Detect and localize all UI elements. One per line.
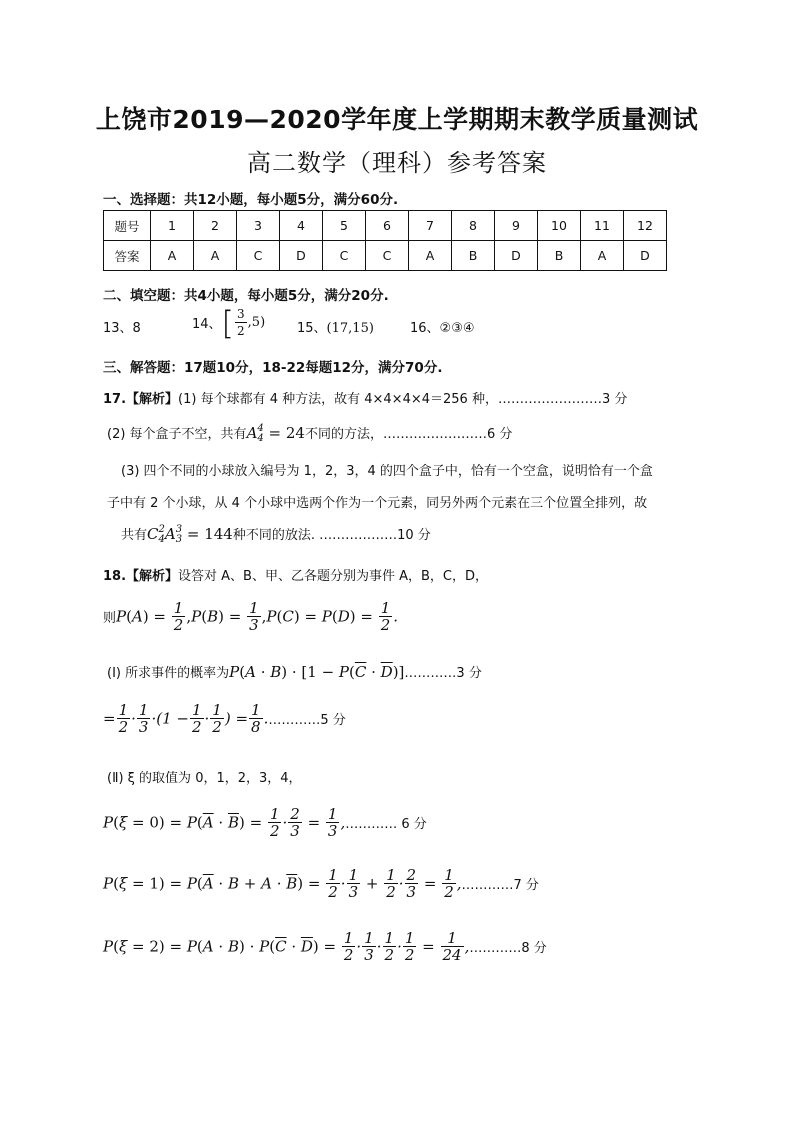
answer-table [103,210,667,271]
math-subscript: 4 [257,433,264,444]
q18-p-xi-0: $P(\xi = 0) = P(\overline{A} \cdot \overline{B})$ = $\frac{1}{2}$ · $\frac{2}{3}$ = $\frac{1}{3}$ ,………… 6 分 [103,805,427,840]
q17-part3-pre: 共有 [121,528,148,543]
answer-14-tail: ,5) [247,315,266,330]
page-subtitle: 高二数学（理科）参考答案 [247,149,547,177]
table-cell: 5 [323,211,366,241]
table-cell: 4 [280,211,323,241]
table-cell: 6 [366,211,409,241]
table-head-number: 题号 [104,211,151,241]
table-head-answer: 答案 [104,241,151,271]
table-cell: 8 [452,211,495,241]
table-cell: D [624,241,667,271]
answer-14-label: 14、 [192,317,222,332]
q18-part1-pre: (Ⅰ) 所求事件的概率为 [107,666,230,681]
page-title: 上饶市2019—2020学年度上学期期末教学质量测试 [95,105,699,134]
q17-label: 17.【解析】 [103,392,179,407]
q17-part3-line2: 子中有 2 个小球，从 4 个小球中选两个作为一个元素，同另外两个元素在三个位置全排列，故 [107,496,648,511]
table-cell: A [194,241,237,271]
q18-p2-score: …………8 分 [469,941,547,956]
q18-part1-score2: …………5 分 [268,713,346,728]
table-cell: 3 [237,211,280,241]
answer-13: 13、8 [103,321,141,336]
table-cell: 1 [151,211,194,241]
table-cell: 9 [495,211,538,241]
table-cell: C [366,241,409,271]
table-cell: 11 [581,211,624,241]
math-symbol: A [246,424,258,442]
q18-part2-intro: (Ⅱ) ξ 的取值为 0，1，2，3，4， [107,771,302,786]
answer-14 [192,303,266,346]
table-cell: A [581,241,624,271]
q17-part1-text: (1) 每个球都有 4 种方法，故有 4×4×4×4＝256 种，……………………3 分 [178,392,628,407]
q18-intro [103,565,488,584]
q18-given-probabilities: 则P(A) = $\frac{1}{2}$ ,P(B) = $\frac{1}{3}$ ,P(C) = P(D) = $\frac{1}{2}$ . [103,599,399,634]
q18-given-pre: 则 [103,611,117,626]
q18-part1: (Ⅰ) 所求事件的概率为$P(A \cdot B) \cdot [1 - P(\overline{C}$ · $\overline{D})]\dots\dots\dots\dots 3$ 分 [107,663,482,681]
answer-16: 16、②③④ [410,321,475,336]
table-cell: B [452,241,495,271]
table-cell: C [323,241,366,271]
table-cell: 12 [624,211,667,241]
table-cell: 2 [194,211,237,241]
q18-part1-score: …………3 分 [404,666,482,681]
fraction-denominator: 8 [251,718,261,736]
table-cell: B [538,241,581,271]
q18-p1-score: …………7 分 [461,878,539,893]
table-cell: D [495,241,538,271]
answer-15 [297,317,374,336]
section-3-heading: 三、解答题：17题10分，18-22每题12分，满分70分. [103,360,443,376]
q18-label: 18.【解析】 [103,569,179,584]
q17-part2-pre: (2) 每个盒子不空，共有 [107,427,247,442]
table-cell: 10 [538,211,581,241]
table-row-answers [104,241,667,271]
q18-p-xi-1: $P(\xi = 1) = P(\overline{A} \cdot B + A \cdot \overline{B})$ = $\frac{1}{2}$ · $\frac{1}{3}$ + $\frac{1}{2}$ · $\frac{2}{3}$ = $\frac{1}{2}$ ,…………7 分 [103,866,539,901]
table-row-numbers [104,211,667,241]
math-superscript: 4 [257,423,264,434]
table-cell: C [237,241,280,271]
table-cell: A [151,241,194,271]
q18-intro-text: 设答对 A、B、甲、乙各题分别为事件 A，B，C，D， [178,569,489,584]
answer-15-value: (17,15) [326,321,374,336]
q17-part3-line1: (3) 四个不同的小球放入编号为 1，2，3，4 的四个盒子中，恰有一个空盒，说明恰有一个盒 [121,464,653,479]
q18-p0-score: ………… 6 分 [345,817,427,832]
q17-part2 [107,423,512,444]
fraction-denominator: 2 [237,324,245,338]
table-cell: D [280,241,323,271]
q18-p-xi-2: $P(\xi = 2) = P(A \cdot B) \cdot P(\overline{C} \cdot \overline{D})$ = $\frac{1}{2}$ · $\frac{1}{3}$ · $\frac{1}{2}$ · $\frac{1}{2}$ = $\frac{1}{24}$ ,…………8 分 [103,929,547,964]
expr-c42-a33: C 2 4 A 3 3 = 144 [147,524,233,545]
section-1-heading: 一、选择题：共12小题，每小题5分，满分60分. [103,192,399,208]
section-2-heading: 二、填空题：共4小题，每小题5分，满分20分. [103,288,389,304]
table-cell: 7 [409,211,452,241]
q18-part1-result [249,702,263,735]
q17-part3-line3 [121,524,431,545]
answer-14-fraction [235,306,247,339]
left-bracket: [ [221,303,235,342]
q17-part3-post: 种不同的放法. ………………10 分 [232,528,431,543]
q17-part2-post: 不同的方法，……………………6 分 [304,427,513,442]
table-cell: A [409,241,452,271]
permutation-a44 [247,424,305,442]
q18-part1-calc: = $\frac{1}{2}$ · $\frac{1}{3}$ ·(1 − $\frac{1}{2}$ · $\frac{1}{2}$ ) = $\frac{1}{8}$ .…………5 分 [103,701,346,736]
math-equals: = 24 [263,424,305,442]
fraction-numerator: 1 [251,701,261,719]
fraction-numerator: 3 [237,307,245,321]
math-equals: = 144 [182,525,233,543]
answer-15-label: 15、 [297,321,327,336]
q17-part1 [103,388,627,407]
